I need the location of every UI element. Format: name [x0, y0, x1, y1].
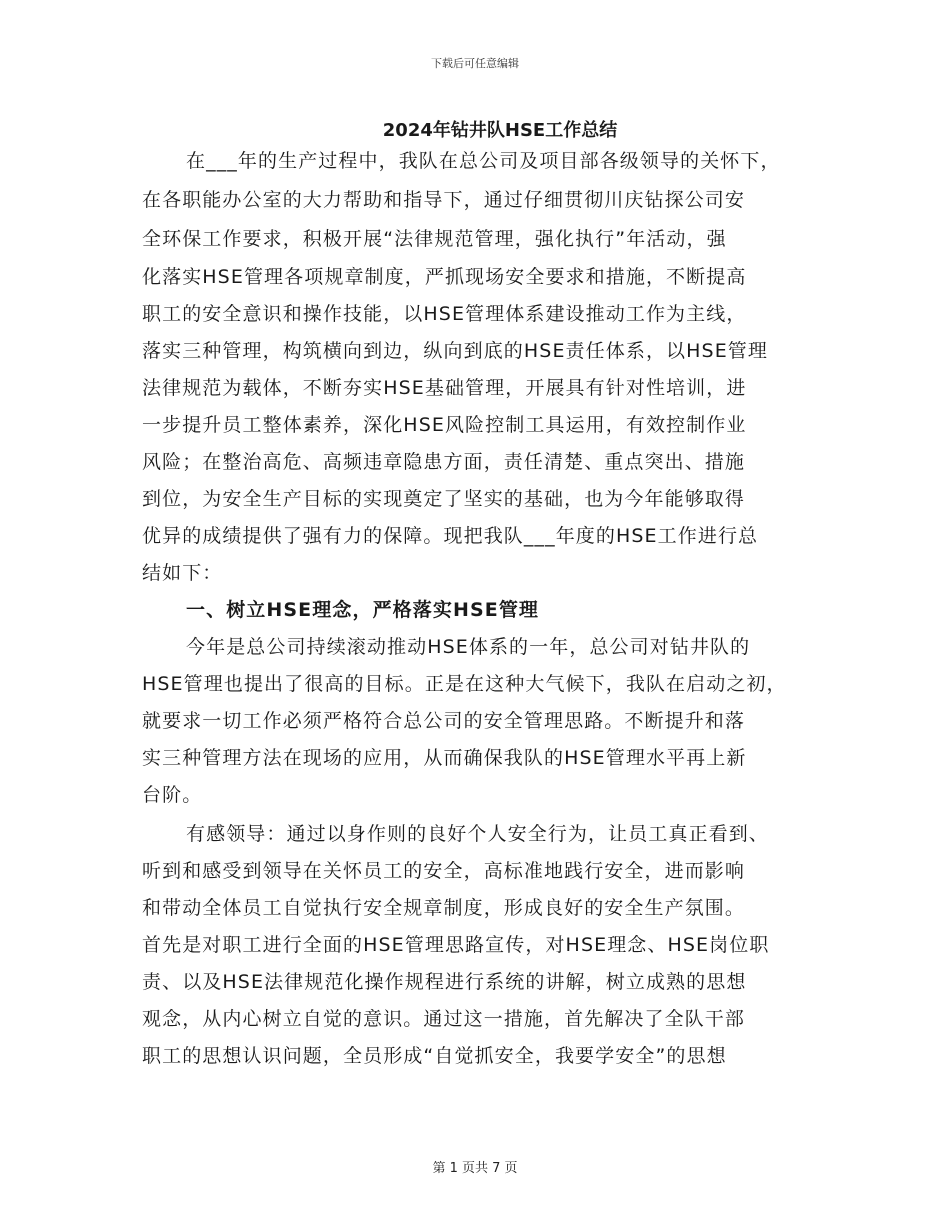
page-footer: 第 1 页共 7 页: [432, 1161, 518, 1176]
paragraph-line: 就要求一切工作必须严格符合总公司的安全管理思路。不断提升和落: [142, 710, 746, 732]
paragraph-line: 职工的思想认识问题，全员形成“自觉抓安全，我要学安全”的思想: [142, 1045, 727, 1067]
paragraph-line: 首先是对职工进行全面的HSE管理思路宣传，对HSE理念、HSE岗位职: [142, 934, 770, 956]
paragraph-line: 在___年的生产过程中，我队在总公司及项目部各级领导的关怀下，: [186, 150, 781, 172]
document-title: 2024年钻井队HSE工作总结: [382, 120, 618, 141]
header-note: 下载后可任意编辑: [431, 57, 519, 70]
paragraph-line: 到位，为安全生产目标的实现奠定了坚实的基础，也为今年能够取得: [142, 488, 746, 510]
paragraph-line: 法律规范为载体，不断夯实HSE基础管理，开展具有针对性培训，进: [142, 377, 747, 399]
paragraph-line: 落实三种管理，构筑横向到边，纵向到底的HSE责任体系，以HSE管理: [142, 340, 769, 362]
paragraph-line: 在各职能办公室的大力帮助和指导下，通过仔细贯彻川庆钻探公司安: [142, 189, 746, 211]
paragraph-line: 责、以及HSE法律规范化操作规程进行系统的讲解，树立成熟的思想: [142, 971, 747, 993]
paragraph-line: 听到和感受到领导在关怀员工的安全，高标准地践行安全，进而影响: [142, 860, 746, 882]
paragraph-line: 今年是总公司持续滚动推动HSE体系的一年，总公司对钻井队的: [186, 636, 751, 658]
paragraph-line: 结如下：: [142, 562, 223, 584]
paragraph-line: 和带动全体员工自觉执行安全规章制度，形成良好的安全生产氛围。: [142, 897, 746, 919]
paragraph-line: 观念，从内心树立自觉的意识。通过这一措施，首先解决了全队干部: [142, 1008, 746, 1030]
paragraph-line: 全环保工作要求，积极开展“法律规范管理，强化执行”年活动，强: [142, 228, 727, 250]
paragraph-line: HSE管理也提出了很高的目标。正是在这种大气候下，我队在启动之初，: [142, 673, 787, 695]
paragraph-line: 化落实HSE管理各项规章制度，严抓现场安全要求和措施，不断提高: [142, 266, 747, 288]
section-heading: 一、树立HSE理念，严格落实HSE管理: [186, 599, 540, 621]
paragraph-line: 风险；在整治高危、高频违章隐患方面，责任清楚、重点突出、措施: [142, 451, 746, 473]
paragraph-line: 实三种管理方法在现场的应用，从而确保我队的HSE管理水平再上新: [142, 747, 747, 769]
paragraph-line: 台阶。: [142, 784, 203, 806]
paragraph-line: 优异的成绩提供了强有力的保障。现把我队___年度的HSE工作进行总: [142, 525, 759, 547]
paragraph-line: 有感领导：通过以身作则的良好个人安全行为，让员工真正看到、: [186, 823, 769, 845]
paragraph-line: 职工的安全意识和操作技能，以HSE管理体系建设推动工作为主线，: [142, 303, 747, 325]
paragraph-line: 一步提升员工整体素养，深化HSE风险控制工具运用，有效控制作业: [142, 414, 747, 436]
